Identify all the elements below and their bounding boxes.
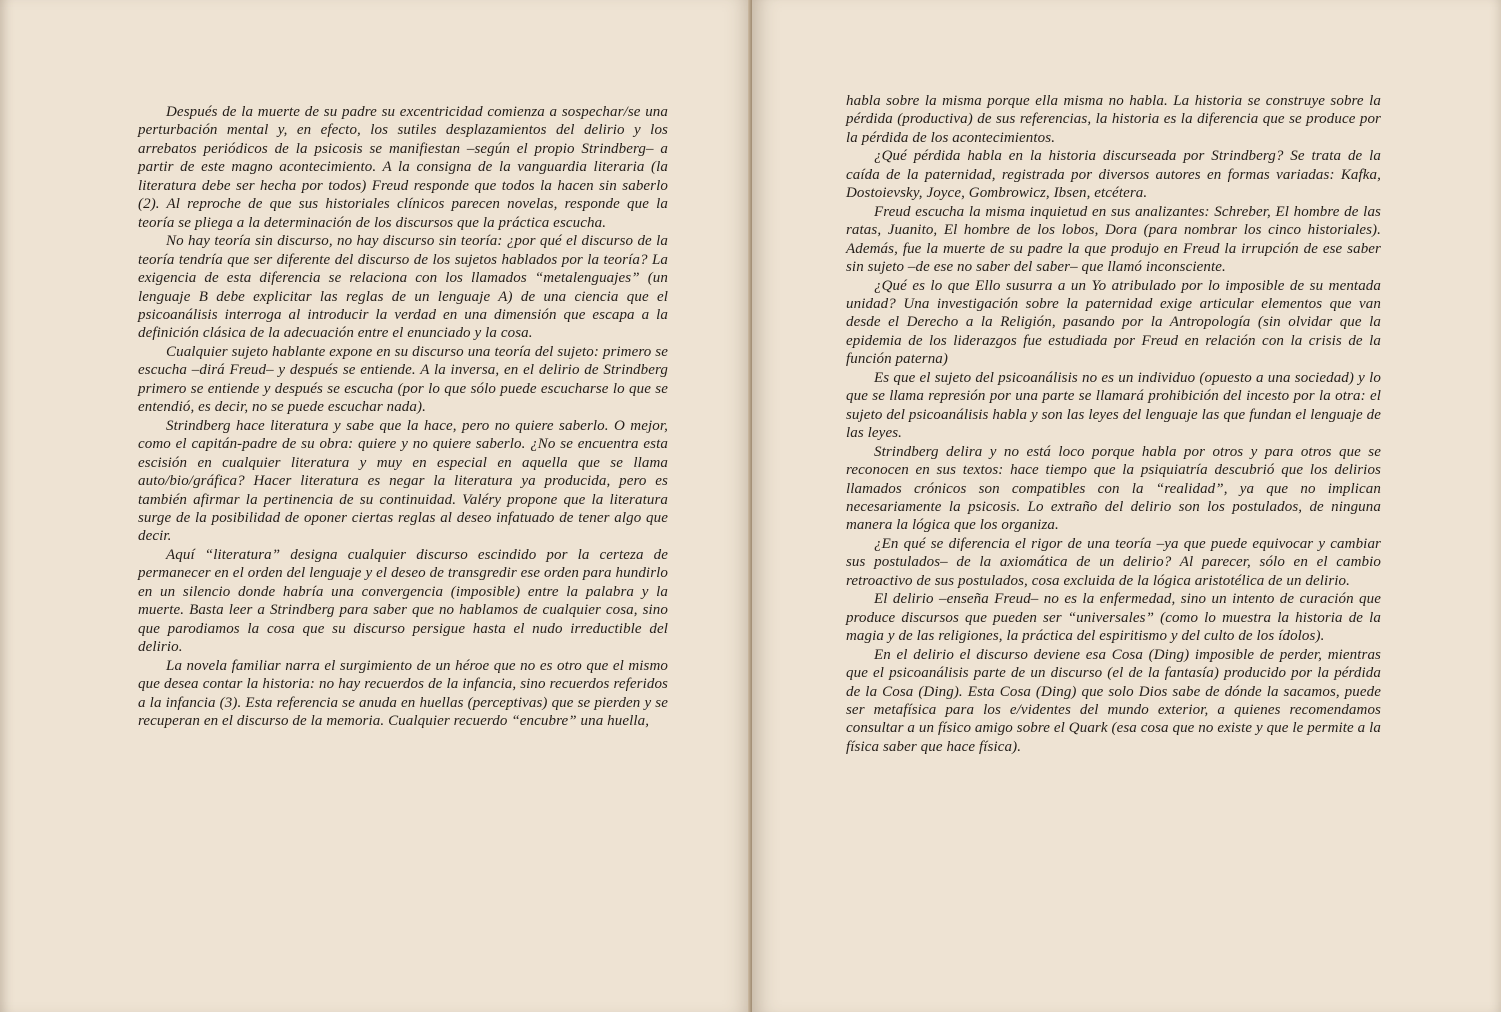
paragraph: ¿Qué es lo que Ello susurra a un Yo atribulado por lo imposible de su mentada unidad? Una investigación sobre la paternidad exige articular elementos que van desde el Derecho a la Religión, pasando por la Antropología (sin olvidar que la epidemia de los liderazgos fue estudiada por Freud en relación con la crisis de la función paterna) xyxy=(846,277,1381,368)
paragraph: No hay teoría sin discurso, no hay discurso sin teoría: ¿por qué el discurso de la teoría tendría que ser diferente del discurso de los sujetos hablados por la teoría? La exigencia de esta diferencia se relaciona con los llamados “metalenguajes” (un lenguaje B debe explicitar las reglas de un lenguaje A) de una ciencia que el psicoanálisis interroga al introducir la verdad en una dimensión que escapa a la definición clásica de la adecuación entre el enunciado y la cosa. xyxy=(138,233,668,342)
paragraph: Strindberg delira y no está loco porque habla por otros y para otros que se reconocen en sus textos: hace tiempo que la psiquiatría descubrió que los delirios llamados crónicos son compatibles con la “realidad”, ya que no implican necesariamente la psicosis. Lo extraño del delirio son los postulados, de ninguna manera la lógica que los organiza. xyxy=(846,443,1381,534)
paragraph: ¿En qué se diferencia el rigor de una teoría –ya que puede equivocar y cambiar sus postulados– de la axiomática de un delirio? Al parecer, sólo en el cambio retroactivo de sus postulados, cosa excluida de la lógica aristotélica de un delirio. xyxy=(846,535,1381,589)
paragraph: Después de la muerte de su padre su excentricidad comienza a sospechar/se una perturbación mental y, en efecto, los sutiles desplazamientos del delirio y los arrebatos periódicos de la psicosis se manifiestan –según el propio Strindberg– a partir de este magno acontecimiento. A la consigna de la vanguardia literaria (la literatura debe ser hecha por todos) Freud responde que todos la hacen sin saberlo (2). Al reproche de que sus historiales clínicos parecen novelas, responde que la teoría se pliega a la determinación de los discursos que la práctica escucha. xyxy=(138,104,668,231)
paragraph: En el delirio el discurso deviene esa Cosa (Ding) imposible de perder, mientras que el psicoanálisis parte de un discurso (el de la fantasía) producido por la pérdida de la Cosa (Ding). Esta Cosa (Ding) que solo Dios sabe de dónde la sacamos, puede ser metafísica para los e/videntes del mundo exterior, a quienes recomendamos consultar a un físico amigo sobre el Quark (esa cosa que no existe y que le permite a la física saber que hace física). xyxy=(846,646,1381,755)
paragraph: Freud escucha la misma inquietud en sus analizantes: Schreber, El hombre de las ratas, Juanito, El hombre de los lobos, Dora (para nombrar los cinco historiales). Además, fue la muerte de su padre la que produjo en Freud la irrupción de ese saber sin sujeto –de ese no saber del saber– que llamó inconsciente. xyxy=(846,203,1381,276)
paragraph: El delirio –enseña Freud– no es la enfermedad, sino un intento de curación que produce discursos que pueden ser “universales” (como lo muestra la historia de la magia y de las religiones, la práctica del espiritismo y del culto de los ídolos). xyxy=(846,591,1381,645)
paragraph: Es que el sujeto del psicoanálisis no es un individuo (opuesto a una sociedad) y lo que se llama represión por una parte se llamará prohibición del incesto por la otra: el sujeto del psicoanálisis habla y son las leyes del lenguaje las que fundan el lenguaje de las leyes. xyxy=(846,369,1381,442)
paragraph: ¿Qué pérdida habla en la historia discurseada por Strindberg? Se trata de la caída de la paternidad, registrada por diversos autores en formas variadas: Kafka, Dostoievsky, Joyce, Gombrowicz, Ibsen, etcétera. xyxy=(846,148,1381,202)
right-page xyxy=(752,0,1501,1012)
paragraph: Aquí “literatura” designa cualquier discurso escindido por la certeza de permanecer en el orden del lenguaje y el deseo de transgredir ese orden para hundirlo en un silencio donde habría una convergencia (imposible) entre la palabra y la muerte. Basta leer a Strindberg para saber que no hablamos de cualquier cosa, sino que parodiamos la cosa que su discurso persigue hasta el nudo irreductible del delirio. xyxy=(138,546,668,656)
paragraph: Cualquier sujeto hablante expone en su discurso una teoría del sujeto: primero se escucha –dirá Freud– y después se entiende. A la inversa, en el delirio de Strindberg primero se entiende y después se escucha (por lo que sólo puede escucharse lo que se entendió, es decir, no se puede escuchar nada). xyxy=(138,343,668,416)
paragraph-continued: habla sobre la misma porque ella misma no habla. La historia se construye sobre la pérdida (productiva) de sus referencias, la historia es la diferencia que se produce por la pérdida de los acontecimientos. xyxy=(846,93,1381,146)
left-page-text xyxy=(138,103,668,730)
paragraph: Strindberg hace literatura y sabe que la hace, pero no quiere saberlo. O mejor, como el capitán-padre de su obra: quiere y no quiere saberlo. ¿No se encuentra esta escisión en cualquier literatura y muy en especial en aquella que se llama auto/bio/gráfica? Hacer literatura es negar la literatura ya producida, pero es también afirmar la pertinencia de su continuidad. Valéry propone que la literatura surge de la posibilidad de oponer ciertas reglas al deseo infatuado de tener algo que decir. xyxy=(138,417,668,545)
right-page-text xyxy=(846,92,1381,756)
paragraph: La novela familiar narra el surgimiento de un héroe que no es otro que el mismo que desea contar la historia: no hay recuerdos de la infancia, sino recuerdos referidos a la infancia (3). Esta referencia se anuda en huellas (perceptivas) que se pierden y se recuperan en el discurso de la memoria. Cualquier recuerdo “encubre” una huella, xyxy=(138,657,668,729)
